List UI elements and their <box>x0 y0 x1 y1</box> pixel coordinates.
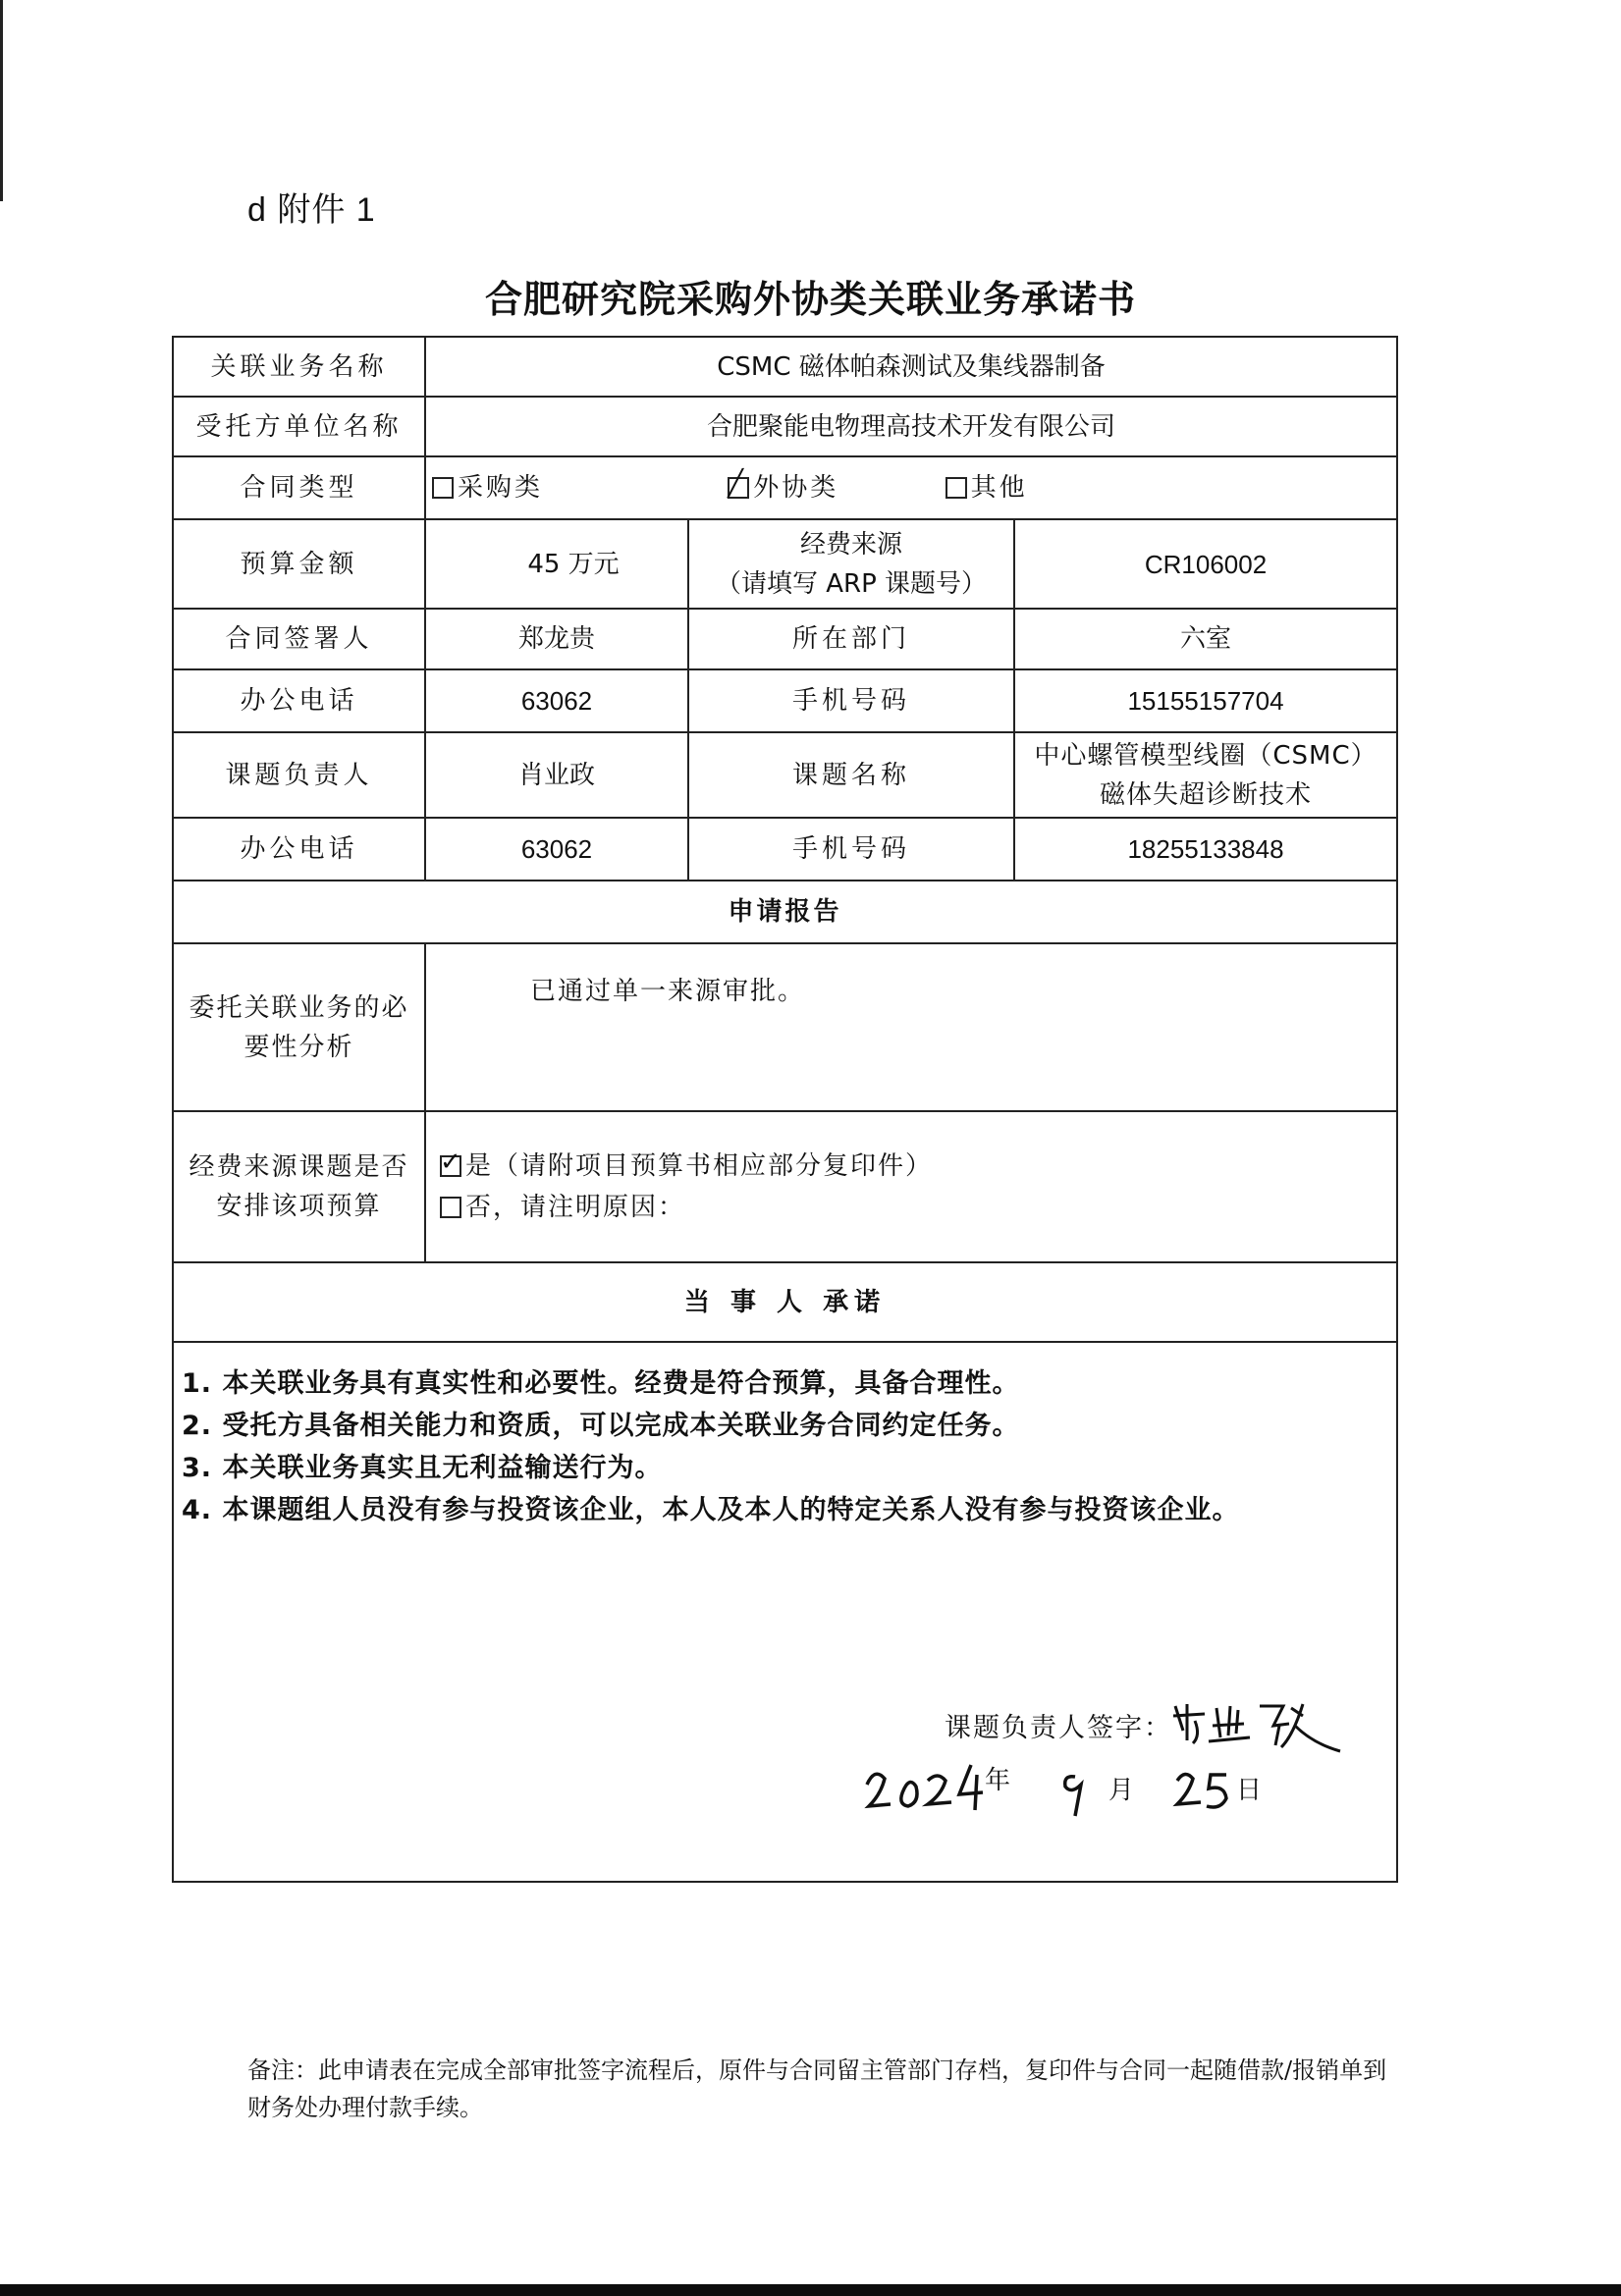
budget-value: 45 万元 <box>425 519 688 609</box>
business-name-label: 关联业务名称 <box>173 337 425 397</box>
option-outsourcing[interactable] <box>728 468 838 507</box>
row-office-phone-2 <box>173 818 1397 881</box>
necessity-value-cell <box>425 943 1397 1111</box>
date-month-char: 月 <box>1108 1776 1135 1805</box>
checkbox-no[interactable] <box>440 1197 461 1218</box>
necessity-label-line2: 要性分析 <box>243 1032 354 1062</box>
mobile-value-1: 15155157704 <box>1014 669 1397 732</box>
checkbox-other[interactable] <box>946 477 967 499</box>
project-name-label: 课题名称 <box>688 732 1014 818</box>
fund-source-label-line2: （请填写 ARP 课题号） <box>715 568 988 599</box>
commitment-body <box>173 1342 1397 1882</box>
row-office-phone-1 <box>173 669 1397 732</box>
checkbox-yes[interactable] <box>440 1148 461 1177</box>
row-signer <box>173 609 1397 669</box>
row-commitment-body <box>173 1342 1397 1882</box>
commitment-item: 1. 本关联业务具有真实性和必要性。经费是符合预算，具备合理性。 <box>182 1368 1020 1399</box>
dept-value: 六室 <box>1014 609 1397 669</box>
project-name-value <box>1014 732 1397 818</box>
checkbox-outsourcing-mark: ╱ <box>728 469 746 499</box>
fund-source-value: CR106002 <box>1014 519 1397 609</box>
commitment-heading: 当 事 人 承诺 <box>173 1262 1397 1342</box>
scan-edge-mark <box>0 0 3 201</box>
dept-label: 所在部门 <box>688 609 1014 669</box>
commitment-item: 4. 本课题组人员没有参与投资该企业，本人及本人的特定关系人没有参与投资该企业。 <box>182 1495 1240 1525</box>
row-necessity <box>173 943 1397 1111</box>
row-contractor <box>173 397 1397 456</box>
project-name-line2: 磁体失超诊断技术 <box>1100 779 1313 810</box>
checkbox-outsourcing[interactable] <box>728 469 749 499</box>
budget-arranged-label-line1: 经费来源课题是否 <box>189 1152 409 1182</box>
budget-label: 预算金额 <box>173 519 425 609</box>
option-outsourcing-label: 外协类 <box>753 473 839 503</box>
signature-label: 课题负责人签字： <box>945 1713 1172 1743</box>
necessity-label-line1: 委托关联业务的必 <box>189 992 409 1023</box>
footnote: 备注：此申请表在完成全部审批签字流程后，原件与合同留主管部门存档，复印件与合同一起随借款/报销单到财务处办理付款手续。 <box>247 2056 1387 2121</box>
scan-bottom-edge <box>0 2284 1621 2296</box>
row-budget <box>173 519 1397 609</box>
office-phone-label-2: 办公电话 <box>173 818 425 881</box>
commitment-list <box>174 1353 1396 1531</box>
row-application-heading <box>173 881 1397 943</box>
budget-arranged-options <box>425 1111 1397 1262</box>
contractor-value: 合肥聚能电物理高技术开发有限公司 <box>425 397 1397 456</box>
pi-value: 肖业政 <box>425 732 688 818</box>
mobile-label-1: 手机号码 <box>688 669 1014 732</box>
contract-type-options <box>425 456 1397 519</box>
checkbox-yes-mark: ✓ <box>440 1148 461 1177</box>
fund-source-label <box>688 519 1014 609</box>
option-other[interactable] <box>946 468 1028 507</box>
checkbox-procurement[interactable] <box>432 477 454 499</box>
option-yes-label: 是（请附项目预算书相应部分复印件） <box>465 1151 934 1181</box>
row-business-name <box>173 337 1397 397</box>
date-day-char: 日 <box>1236 1776 1263 1805</box>
document-title: 合肥研究院采购外协类关联业务承诺书 <box>484 278 1136 321</box>
project-name-line1: 中心螺管模型线圈（CSMC） <box>1034 740 1378 771</box>
office-phone-value-1: 63062 <box>425 669 688 732</box>
row-commitment-heading <box>173 1262 1397 1342</box>
mobile-value-2: 18255133848 <box>1014 818 1397 881</box>
business-name-value: CSMC 磁体帕森测试及集线器制备 <box>425 337 1397 397</box>
necessity-value: 已通过单一来源审批。 <box>530 977 806 1006</box>
handwritten-date <box>861 1745 1332 1824</box>
mobile-label-2: 手机号码 <box>688 818 1014 881</box>
fund-source-label-line1: 经费来源 <box>799 529 902 560</box>
row-pi <box>173 732 1397 818</box>
commitment-form-table <box>172 336 1398 1883</box>
contract-type-label: 合同类型 <box>173 456 425 519</box>
commitment-item: 3. 本关联业务真实且无利益输送行为。 <box>182 1453 663 1483</box>
signer-label: 合同签署人 <box>173 609 425 669</box>
row-budget-arranged <box>173 1111 1397 1262</box>
office-phone-value-2: 63062 <box>425 818 688 881</box>
signer-value: 郑龙贵 <box>425 609 688 669</box>
option-procurement-label: 采购类 <box>458 473 544 503</box>
option-no[interactable] <box>440 1188 1390 1227</box>
row-contract-type <box>173 456 1397 519</box>
office-phone-label-1: 办公电话 <box>173 669 425 732</box>
budget-arranged-label-line2: 安排该项预算 <box>216 1192 382 1221</box>
pi-label: 课题负责人 <box>173 732 425 818</box>
necessity-label <box>173 943 425 1111</box>
contractor-label: 受托方单位名称 <box>173 397 425 456</box>
option-no-label: 否，请注明原因： <box>465 1193 686 1222</box>
budget-arranged-label <box>173 1111 425 1262</box>
option-yes[interactable] <box>440 1147 1390 1186</box>
attachment-label: d 附件 1 <box>247 191 376 229</box>
date-year-char: 年 <box>985 1766 1011 1795</box>
commitment-item: 2. 受托方具备相关能力和资质，可以完成本关联业务合同约定任务。 <box>182 1411 1020 1441</box>
option-other-label: 其他 <box>970 473 1028 503</box>
application-heading: 申请报告 <box>173 881 1397 943</box>
option-procurement[interactable] <box>432 468 543 507</box>
